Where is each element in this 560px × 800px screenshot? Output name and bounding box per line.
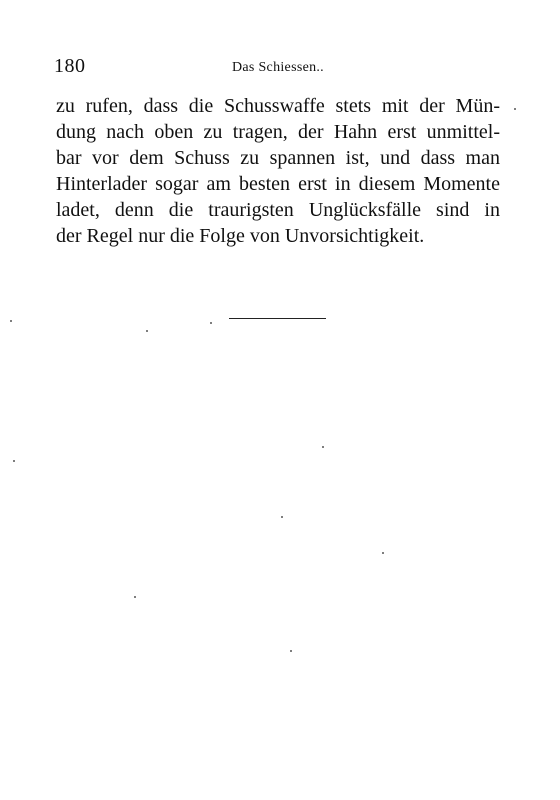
paper-speck bbox=[290, 650, 292, 652]
page-number: 180 bbox=[54, 55, 86, 77]
text-line: dung nach oben zu tragen, der Hahn erst unmittel- bbox=[56, 121, 500, 143]
paper-speck bbox=[210, 322, 212, 324]
text-line: der Regel nur die Folge von Unvorsichtigkeit. bbox=[56, 225, 425, 247]
text-line: Hinterlader sogar am besten erst in diesem Momente bbox=[56, 173, 500, 195]
paper-speck bbox=[514, 108, 516, 110]
body-paragraph bbox=[56, 93, 500, 249]
text-line: bar vor dem Schuss zu spannen ist, und dass man bbox=[56, 147, 500, 169]
running-title: Das Schiessen.. bbox=[232, 60, 324, 75]
paper-speck bbox=[13, 460, 15, 462]
paper-speck bbox=[382, 552, 384, 554]
text-line: ladet, denn die traurigsten Unglücksfälle sind in bbox=[56, 199, 500, 221]
text-line: zu rufen, dass die Schusswaffe stets mit der Mün- bbox=[56, 95, 500, 117]
section-end-rule bbox=[229, 318, 326, 319]
paper-speck bbox=[10, 320, 12, 322]
paper-speck bbox=[146, 330, 148, 332]
paper-speck bbox=[281, 516, 283, 518]
paper-speck bbox=[322, 446, 324, 448]
paper-speck bbox=[134, 596, 136, 598]
